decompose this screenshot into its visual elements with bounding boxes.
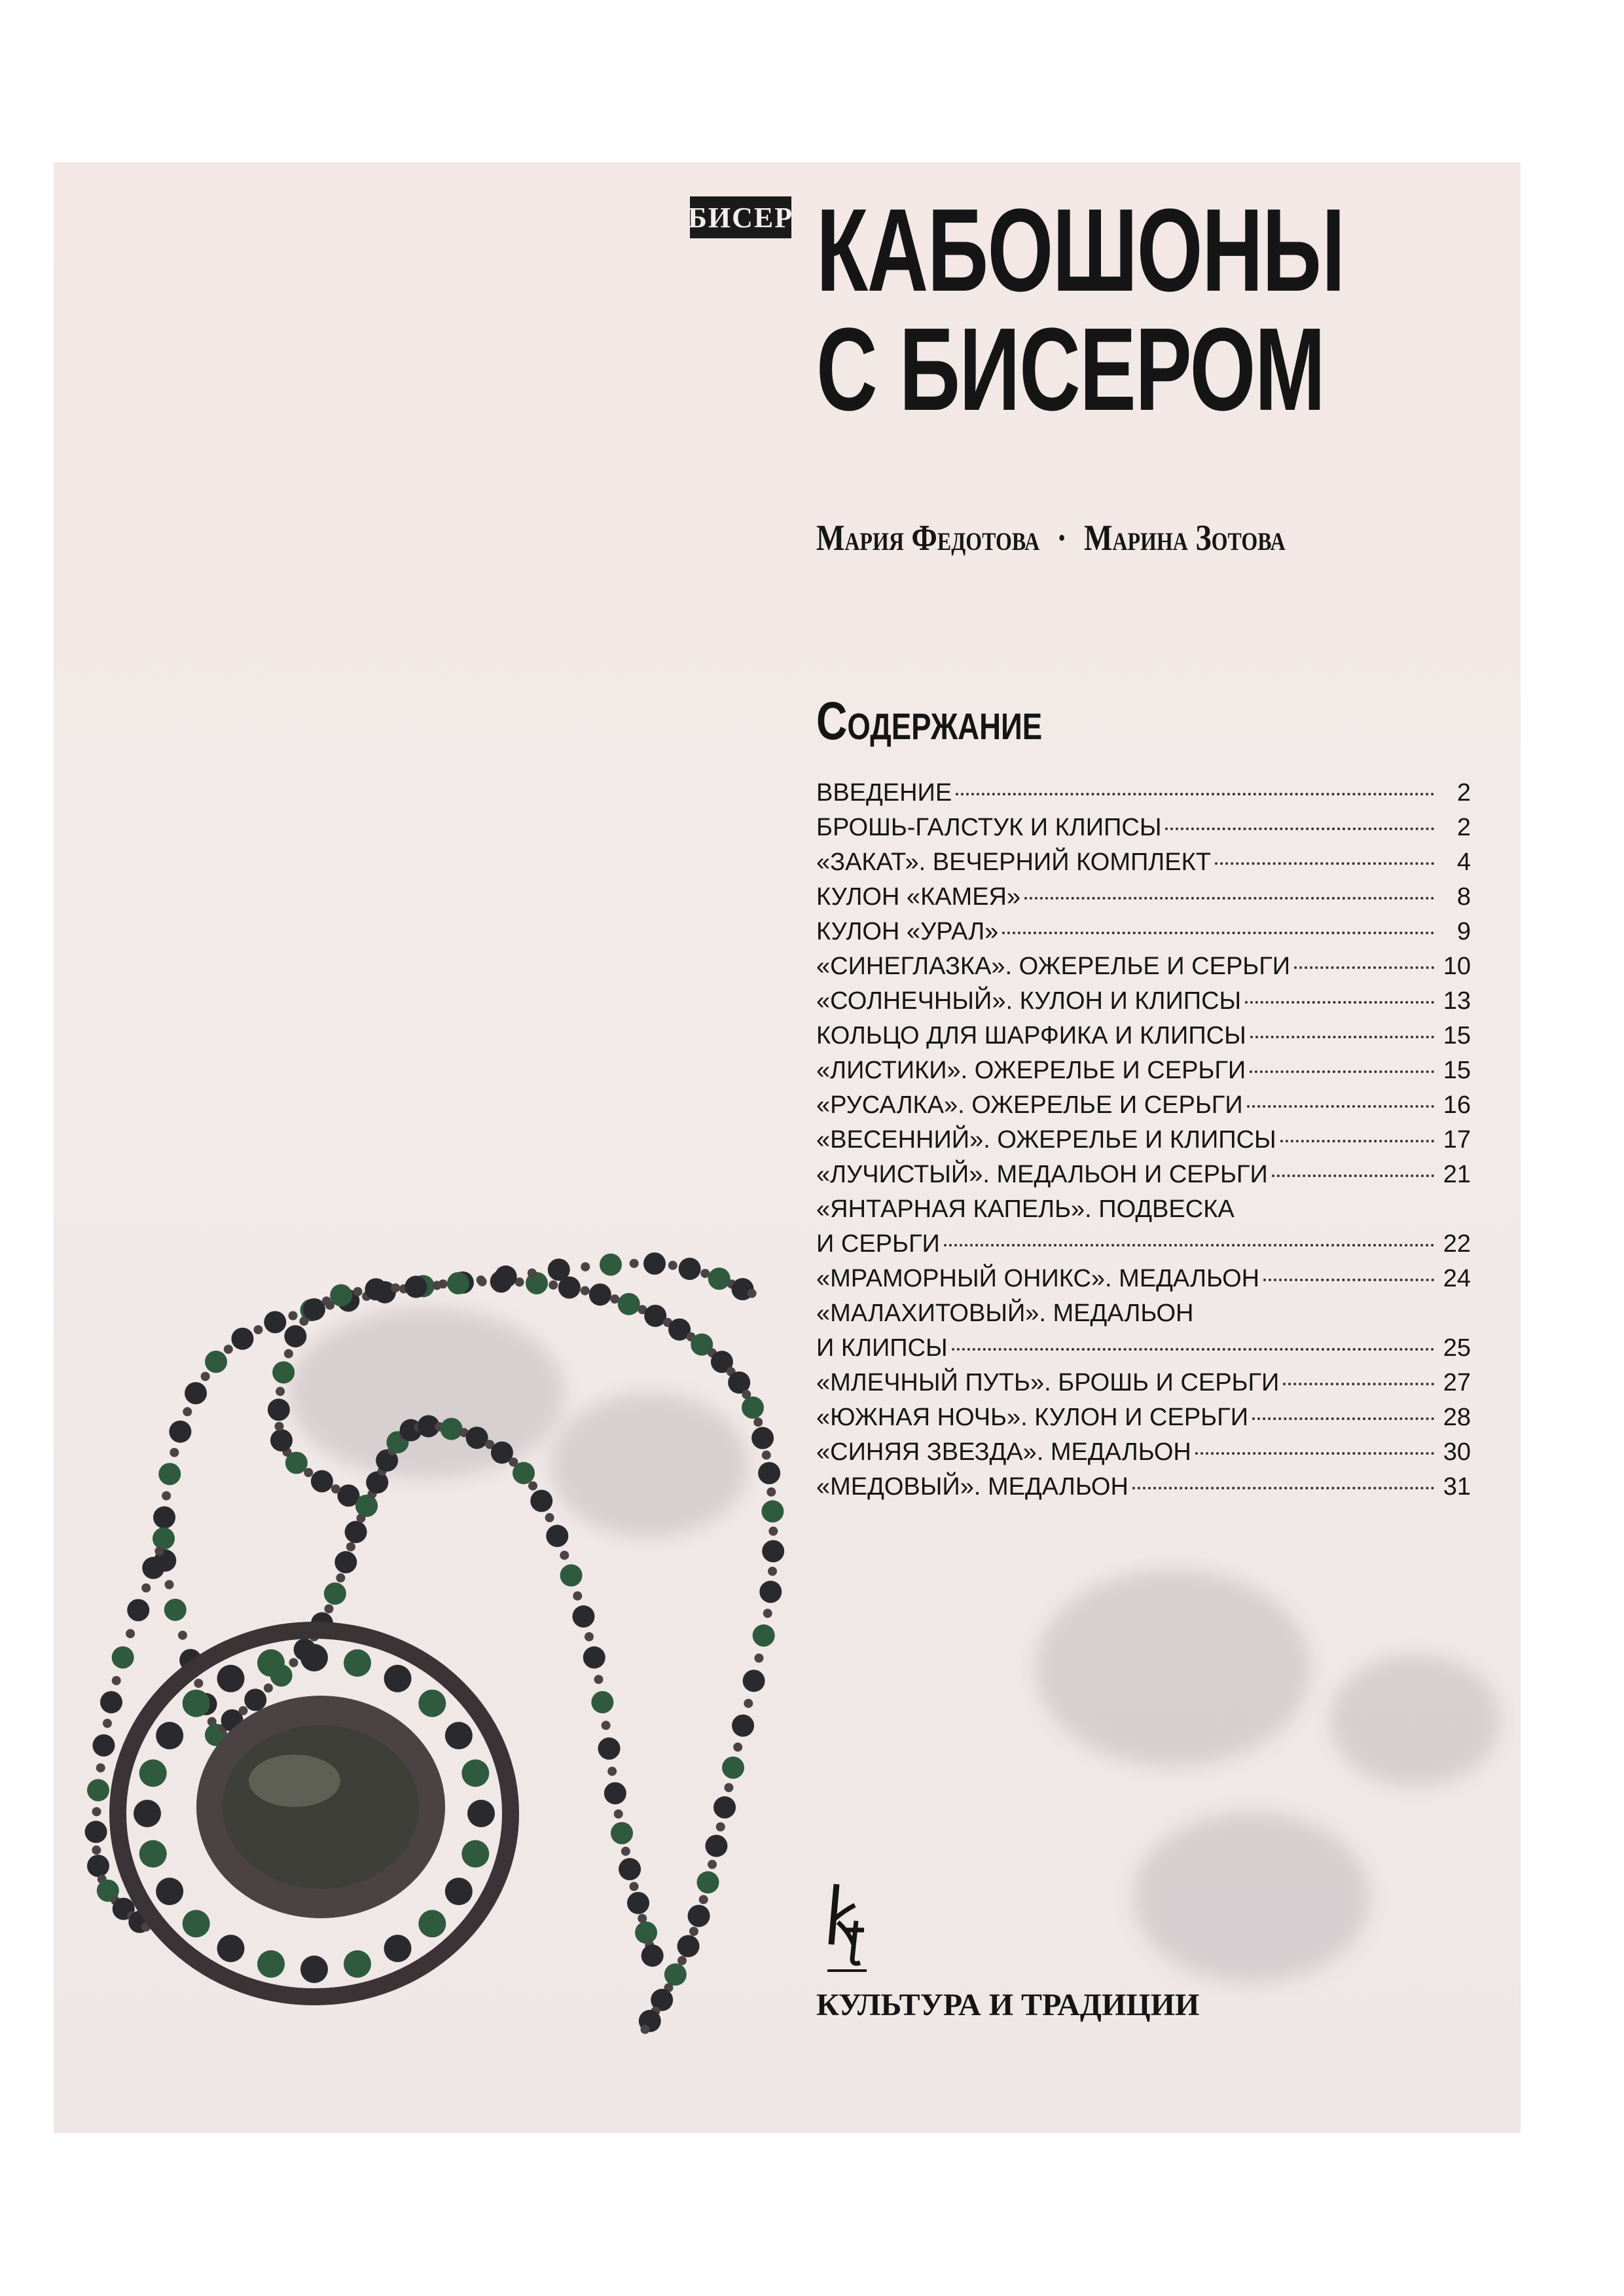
show-through-blot — [551, 1393, 748, 1537]
series-badge: БИСЕР — [690, 196, 791, 238]
toc-entry — [816, 776, 1471, 811]
toc-entry-title: «ЗАКАТ». ВЕЧЕРНИЙ КОМПЛЕКТ — [816, 848, 1211, 876]
toc-entry — [816, 1123, 1471, 1157]
toc-entry — [816, 1331, 1471, 1366]
toc-entry-title: «СОЛНЕЧНЫЙ». КУЛОН И КЛИПСЫ — [816, 987, 1242, 1015]
toc-dot-leader — [1215, 862, 1434, 865]
toc-entry-title: «МЕДОВЫЙ». МЕДАЛЬОН — [816, 1473, 1128, 1501]
publisher-kt-icon — [818, 1879, 877, 1977]
toc-dot-leader — [1283, 1383, 1434, 1385]
toc-page-number: 9 — [1456, 918, 1471, 945]
toc-entry-title: «МРАМОРНЫЙ ОНИКС». МЕДАЛЬОН — [816, 1265, 1260, 1292]
toc-page-number: 2 — [1456, 814, 1471, 841]
toc-dot-leader — [1132, 1487, 1434, 1489]
toc-entry — [816, 811, 1471, 845]
toc-entry-title: «СИНЕГЛАЗКА». ОЖЕРЕЛЬЕ И СЕРЬГИ — [816, 953, 1291, 980]
toc-entry-title: КУЛОН «КАМЕЯ» — [816, 883, 1021, 911]
toc-dot-leader — [952, 1348, 1434, 1351]
authors-line — [816, 517, 1286, 559]
author-separator: · — [1056, 518, 1067, 558]
author-2: Марина Зотова — [1084, 518, 1286, 558]
toc-entry-title: «ЮЖНАЯ НОЧЬ». КУЛОН И СЕРЬГИ — [816, 1404, 1249, 1431]
author-1: Мария Федотова — [816, 518, 1040, 558]
toc-dot-leader — [1165, 828, 1434, 830]
book-title — [816, 185, 1344, 435]
toc-dot-leader — [1195, 1452, 1434, 1455]
toc-dot-leader — [1250, 1070, 1434, 1073]
toc-dot-leader — [1245, 1001, 1434, 1004]
contents-heading: Содержание — [816, 691, 1043, 751]
toc-entry-title: «ВЕСЕННИЙ». ОЖЕРЕЛЬЕ И КЛИПСЫ — [816, 1126, 1276, 1154]
toc-entry-title: КОЛЬЦО ДЛЯ ШАРФИКА И КЛИПСЫ — [816, 1022, 1246, 1049]
toc-dot-leader — [1280, 1140, 1434, 1142]
toc-page-number: 31 — [1443, 1473, 1471, 1501]
toc-entry-title: «ЛИСТИКИ». ОЖЕРЕЛЬЕ И СЕРЬГИ — [816, 1057, 1246, 1084]
show-through-blot — [1134, 1812, 1369, 1982]
toc-page-number: 10 — [1443, 953, 1471, 980]
toc-dot-leader — [1250, 1036, 1434, 1038]
toc-page-number: 16 — [1443, 1091, 1471, 1119]
toc-page-number: 25 — [1443, 1334, 1471, 1362]
toc-dot-leader — [1252, 1417, 1434, 1420]
toc-page-number: 28 — [1443, 1404, 1471, 1431]
toc-entry — [816, 949, 1471, 984]
toc-page-number: 8 — [1456, 883, 1471, 911]
toc-entry-title: «ЛУЧИСТЫЙ». МЕДАЛЬОН И СЕРЬГИ — [816, 1161, 1268, 1188]
toc-entry-title: «СИНЯЯ ЗВЕЗДА». МЕДАЛЬОН — [816, 1438, 1191, 1466]
toc-entry — [816, 1262, 1471, 1296]
publisher-name: КУЛЬТУРА И ТРАДИЦИИ — [816, 1988, 1200, 2022]
toc-entry — [816, 915, 1471, 949]
toc-entry — [816, 984, 1471, 1019]
show-through-blot — [1036, 1570, 1310, 1766]
toc-page-number: 30 — [1443, 1438, 1471, 1466]
toc-entry — [816, 1435, 1471, 1470]
book-title-line-1: КАБОШОНЫ — [816, 185, 1344, 316]
toc-entry — [816, 1227, 1471, 1262]
toc-entry-title-line-1: «ЯНТАРНАЯ КАПЕЛЬ». ПОДВЕСКА — [816, 1195, 1235, 1223]
show-through-blot — [1330, 1655, 1500, 1786]
toc-entry-title-line-1: «МАЛАХИТОВЫЙ». МЕДАЛЬОН — [816, 1300, 1194, 1327]
toc-entry-title: КУЛОН «УРАЛ» — [816, 918, 999, 945]
toc-entry — [816, 1157, 1471, 1192]
toc-entry-title: И СЕРЬГИ — [816, 1230, 940, 1258]
toc-entry-title: «МЛЕЧНЫЙ ПУТЬ». БРОШЬ И СЕРЬГИ — [816, 1369, 1280, 1396]
toc-dot-leader — [956, 793, 1434, 795]
toc-entry — [816, 1019, 1471, 1053]
toc-dot-leader — [1294, 966, 1434, 969]
toc-page-number: 17 — [1443, 1126, 1471, 1154]
toc-entry-title: БРОШЬ-ГАЛСТУК И КЛИПСЫ — [816, 814, 1162, 841]
toc-dot-leader — [1002, 932, 1434, 934]
toc-entry-title: ВВЕДЕНИЕ — [816, 779, 952, 807]
toc-entry-title: «РУСАЛКА». ОЖЕРЕЛЬЕ И СЕРЬГИ — [816, 1091, 1243, 1119]
toc-entry — [816, 1088, 1471, 1123]
toc-entry — [816, 845, 1471, 880]
toc-dot-leader — [1263, 1279, 1434, 1281]
toc-entry — [816, 1366, 1471, 1400]
toc-entry — [816, 880, 1471, 915]
toc-page-number: 15 — [1443, 1022, 1471, 1049]
toc-page-number: 4 — [1456, 848, 1471, 876]
book-title-line-2: С БИСЕРОМ — [816, 304, 1325, 435]
publisher-logo — [818, 1879, 864, 1971]
toc-entry — [816, 1470, 1471, 1504]
table-of-contents — [816, 776, 1471, 1504]
toc-page-number: 13 — [1443, 987, 1471, 1015]
toc-page-number: 15 — [1443, 1057, 1471, 1084]
toc-dot-leader — [1247, 1105, 1434, 1108]
toc-dot-leader — [1024, 897, 1434, 900]
toc-page-number: 27 — [1443, 1369, 1471, 1396]
show-through-blot — [289, 1308, 564, 1478]
toc-entry — [816, 1400, 1471, 1435]
toc-page-number: 21 — [1443, 1161, 1471, 1188]
toc-dot-leader — [1272, 1175, 1434, 1177]
toc-page-number: 24 — [1443, 1265, 1471, 1292]
toc-page-number: 2 — [1456, 779, 1471, 807]
toc-dot-leader — [944, 1244, 1434, 1247]
toc-entry — [816, 1053, 1471, 1088]
toc-entry-title: И КЛИПСЫ — [816, 1334, 948, 1362]
toc-page-number: 22 — [1443, 1230, 1471, 1258]
